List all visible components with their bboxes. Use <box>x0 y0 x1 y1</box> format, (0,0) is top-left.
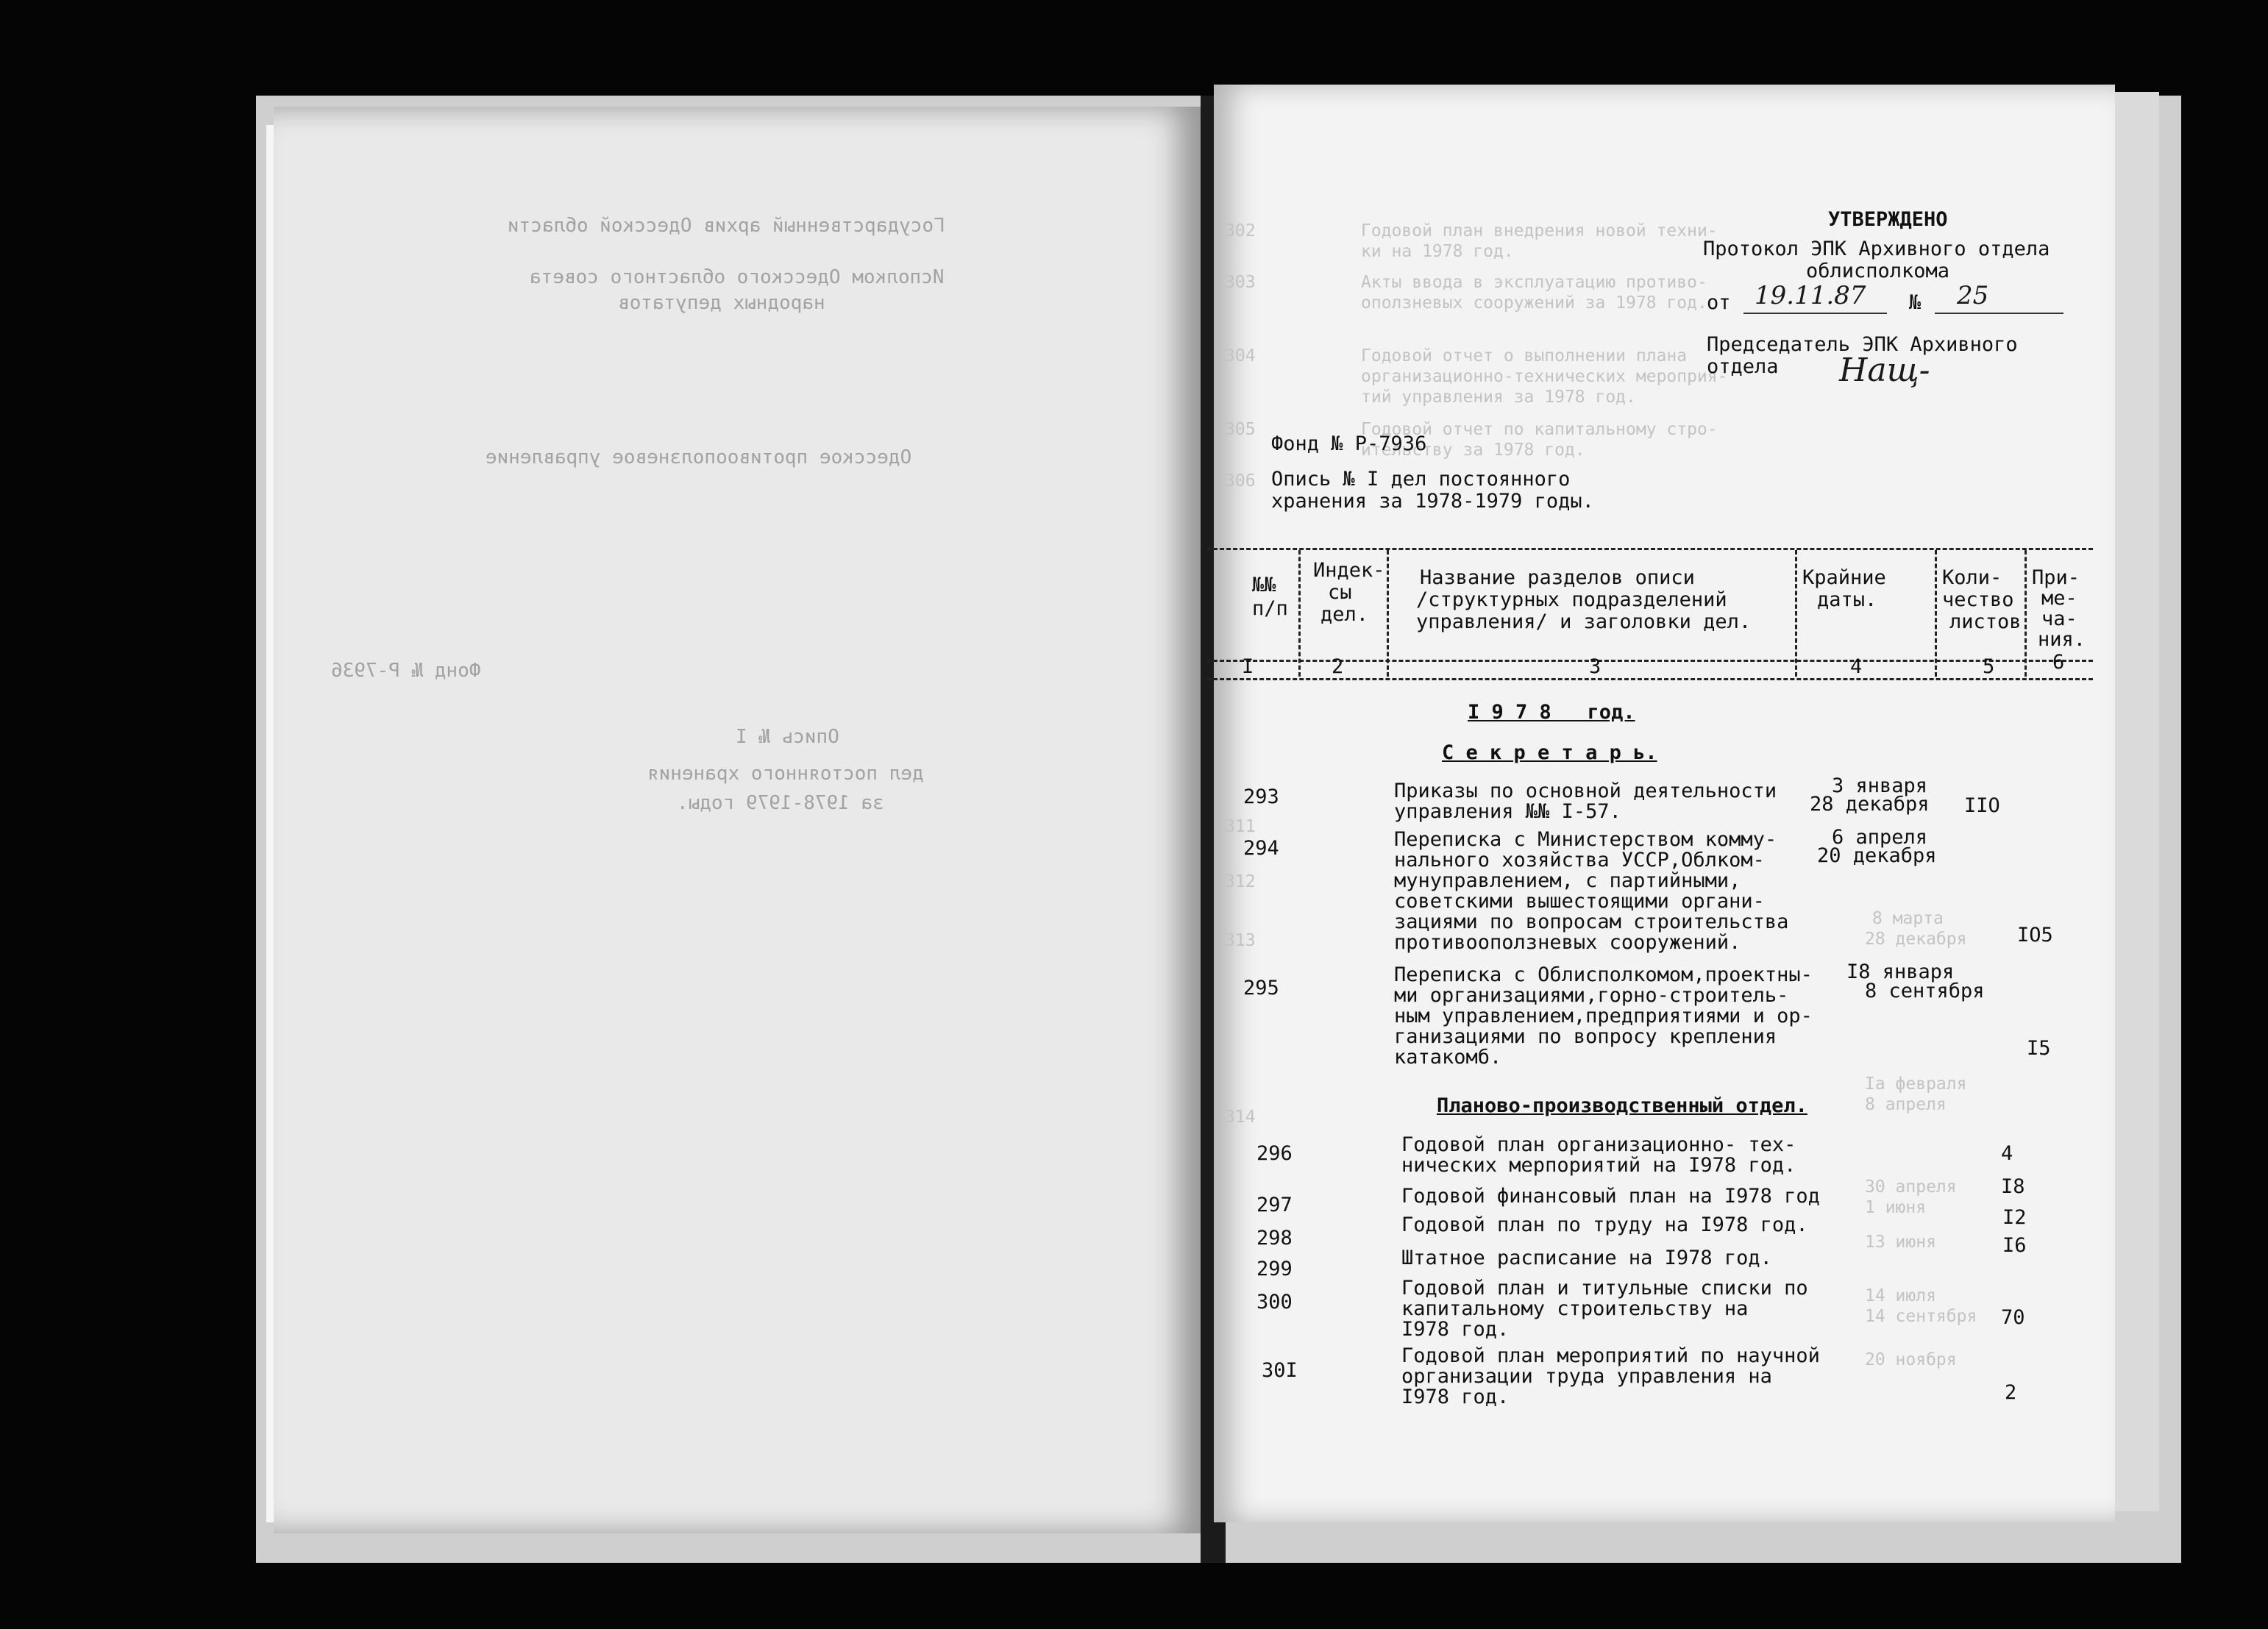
bleed-number: 314 <box>1225 1108 1256 1127</box>
approval-number: 25 <box>1957 281 1989 310</box>
row-number: 300 <box>1256 1291 1293 1313</box>
bleed-date: 28 декабря <box>1865 930 1967 949</box>
row-sheets: IO5 <box>2017 924 2053 947</box>
approval-signature: Нащ- <box>1839 352 1930 389</box>
right-page-stack <box>2115 92 2159 1511</box>
row-date: 3 января <box>1832 774 1928 797</box>
row-number: 298 <box>1256 1227 1293 1250</box>
section-planning: Планово-производственный отдел. <box>1437 1094 1807 1117</box>
opis-title: Опись № I дел постоянного <box>1271 468 1571 491</box>
approval-from-label: от <box>1707 291 1731 314</box>
row-number: 299 <box>1256 1258 1293 1280</box>
row-number: 295 <box>1243 977 1279 999</box>
header-notes: ния. <box>2038 628 2086 651</box>
header-num: №№ <box>1252 574 1276 596</box>
row-title: I978 год. <box>1401 1386 1510 1408</box>
opis-years: хранения за 1978-1979 годы. <box>1271 490 1594 513</box>
col-number: 3 <box>1589 655 1602 678</box>
col-divider <box>1387 550 1389 677</box>
row-sheets: I2 <box>2002 1206 2027 1229</box>
row-title: Переписка с Облисполкомом,проектны- <box>1394 963 1813 986</box>
row-sheets: 70 <box>2001 1306 2025 1329</box>
header-notes: При- <box>2032 566 2080 589</box>
header-notes: ме- <box>2041 587 2077 610</box>
bleed-line: ительству за 1978 год. <box>1361 441 1585 460</box>
approval-date-underline <box>1743 313 1887 314</box>
row-title: I978 год. <box>1401 1318 1510 1341</box>
approval-title: УТВЕРЖДЕНО <box>1828 208 1948 231</box>
row-sheets: 2 <box>2005 1381 2017 1404</box>
row-title: нических мерпориятий на I978 год. <box>1401 1154 1796 1177</box>
bleed-date: 14 сентября <box>1865 1307 1977 1326</box>
row-title: Годовой план организационно- тех- <box>1401 1133 1796 1156</box>
header-title: /структурных подразделений <box>1416 588 1727 611</box>
mirror-fond: Фонд № Р-7936 <box>331 660 481 682</box>
bleed-line: тий управления за 1978 год. <box>1361 388 1636 407</box>
bleed-date: 13 июня <box>1865 1233 1936 1252</box>
row-title: ми организациями,горно-строитель- <box>1394 984 1789 1007</box>
bleed-number: 313 <box>1225 931 1256 950</box>
col-number: 6 <box>2052 651 2065 674</box>
row-title: Годовой финансовый план на I978 год <box>1401 1185 1820 1208</box>
row-title: Годовой план мероприятий по научной <box>1401 1344 1820 1367</box>
section-secretary: С е к р е т а р ь. <box>1442 741 1657 764</box>
approval-committee: облисполкома <box>1806 260 1950 282</box>
approval-protocol: Протокол ЭПК Архивного отдела <box>1703 238 2050 260</box>
row-sheets: IIO <box>1964 794 2000 817</box>
bleed-number: 304 <box>1225 346 1256 366</box>
bleed-line: организационно-технических мероприя- <box>1361 367 1728 386</box>
header-num: п/п <box>1252 597 1288 620</box>
mirror-opis: Опись № I <box>736 726 839 748</box>
approval-chair-line2: отдела <box>1707 355 1779 378</box>
row-title: организации труда управления на <box>1401 1365 1772 1388</box>
col-number: 5 <box>1983 655 1995 678</box>
bleed-line: Годовой отчет о выполнении плана <box>1361 346 1688 366</box>
bleed-date: 8 марта <box>1872 909 1944 928</box>
bleed-date: Iа февраля <box>1865 1074 1967 1094</box>
header-sheets: чество <box>1942 588 2014 611</box>
header-index: сы <box>1328 581 1352 604</box>
mirror-permanent: дел постоянного хранения <box>647 763 924 785</box>
row-sheets: I6 <box>2002 1234 2027 1257</box>
row-sheets: I8 <box>2001 1175 2025 1198</box>
header-sheets: Коли- <box>1942 566 2002 589</box>
row-title: Приказы по основной деятельности <box>1394 780 1777 802</box>
row-date: 8 сентября <box>1865 980 1985 1002</box>
bleed-number: 305 <box>1225 420 1256 439</box>
col-number: 4 <box>1850 655 1863 678</box>
approval-date: 19.11.87 <box>1755 281 1866 310</box>
year-heading: I 9 7 8 год. <box>1468 701 1635 724</box>
left-page <box>274 107 1201 1533</box>
row-title: зациями по вопросам строительства <box>1394 910 1789 933</box>
row-title: Штатное расписание на I978 год. <box>1401 1247 1772 1269</box>
row-number: 293 <box>1243 785 1279 808</box>
bleed-number: 312 <box>1225 872 1256 891</box>
mirror-deputies: народных депутатов <box>618 292 825 314</box>
col-number: I <box>1242 655 1254 678</box>
approval-num-underline <box>1935 313 2063 314</box>
row-title: капитальному строительству на <box>1401 1297 1749 1320</box>
bleed-date: 30 апреля <box>1865 1177 1957 1197</box>
row-title: катакомб. <box>1394 1046 1502 1069</box>
table-top-border <box>1206 548 2093 550</box>
row-title: управления №№ I-57. <box>1394 800 1621 823</box>
col-number: 2 <box>1332 655 1344 678</box>
header-title: управления/ и заголовки дел. <box>1416 610 1752 633</box>
row-title: советскими вышестоящими органи- <box>1394 890 1765 913</box>
bleed-number: 302 <box>1225 221 1256 240</box>
bleed-line: Годовой план внедрения новой техни- <box>1361 221 1718 240</box>
bleed-line: ки на 1978 год. <box>1361 242 1514 261</box>
row-number: 296 <box>1256 1142 1293 1165</box>
row-date: 28 декабря <box>1810 793 1930 816</box>
header-index: Индек- <box>1313 559 1385 582</box>
fond-number: Фонд № Р-7936 <box>1271 432 1427 455</box>
header-dates: Крайние <box>1802 566 1886 589</box>
bleed-line: Годовой отчет по капитальному стро- <box>1361 420 1718 439</box>
header-title: Название разделов описи <box>1420 566 1695 589</box>
header-index: дел. <box>1320 603 1369 626</box>
row-title: ным управлением,предприятиями и ор- <box>1394 1005 1813 1027</box>
mirror-organization: Одесское противооползневое управление <box>486 446 912 468</box>
row-number: 294 <box>1243 837 1279 860</box>
bleed-date: 14 июля <box>1865 1286 1936 1305</box>
row-title: ганизациями по вопросу крепления <box>1394 1025 1777 1048</box>
col-divider <box>2025 550 2027 677</box>
bleed-line: оползневых сооружений за 1978 год. <box>1361 293 1707 313</box>
row-date: I8 января <box>1846 960 1955 983</box>
row-title: противооползневых сооружений. <box>1394 931 1741 954</box>
row-sheets: I5 <box>2027 1037 2051 1060</box>
bleed-number: 303 <box>1225 273 1256 292</box>
mirror-executive-committee: Исполком Одесского областного совета <box>530 266 945 288</box>
mirror-archive-name: Государственный архив Одесской области <box>508 215 945 237</box>
row-title: нального хозяйства УССР,Облком- <box>1394 849 1765 871</box>
row-title: Годовой план по труду на I978 год. <box>1401 1213 1808 1236</box>
bleed-number: 311 <box>1225 817 1256 836</box>
bleed-date: 20 ноября <box>1865 1350 1957 1369</box>
header-notes: ча- <box>2041 607 2077 630</box>
row-sheets: 4 <box>2001 1142 2013 1165</box>
col-divider <box>1298 550 1301 677</box>
approval-chair-line1: Председатель ЭПК Архивного <box>1707 333 2018 356</box>
col-divider <box>1795 550 1797 677</box>
table-number-divider <box>1206 678 2093 680</box>
approval-num-label: № <box>1909 291 1922 314</box>
bleed-date: 8 апреля <box>1865 1095 1947 1114</box>
header-dates: даты. <box>1817 588 1877 611</box>
row-date: 6 апреля <box>1832 826 1928 849</box>
bleed-date: 1 июня <box>1865 1198 1927 1217</box>
row-title: Переписка с Министерством комму- <box>1394 828 1777 851</box>
row-title: мунуправлением, с партийными, <box>1394 869 1741 892</box>
row-title: Годовой план и титульные списки по <box>1401 1277 1808 1300</box>
col-divider <box>1935 550 1937 677</box>
row-number: 297 <box>1256 1194 1293 1216</box>
header-sheets: листов <box>1949 610 2022 633</box>
row-date: 20 декабря <box>1817 844 1937 867</box>
bleed-number: 306 <box>1225 471 1256 491</box>
mirror-years: за 1978-1979 годы. <box>677 792 884 814</box>
row-number: 30I <box>1262 1359 1298 1382</box>
bleed-line: Акты ввода в эксплуатацию противо- <box>1361 273 1707 292</box>
